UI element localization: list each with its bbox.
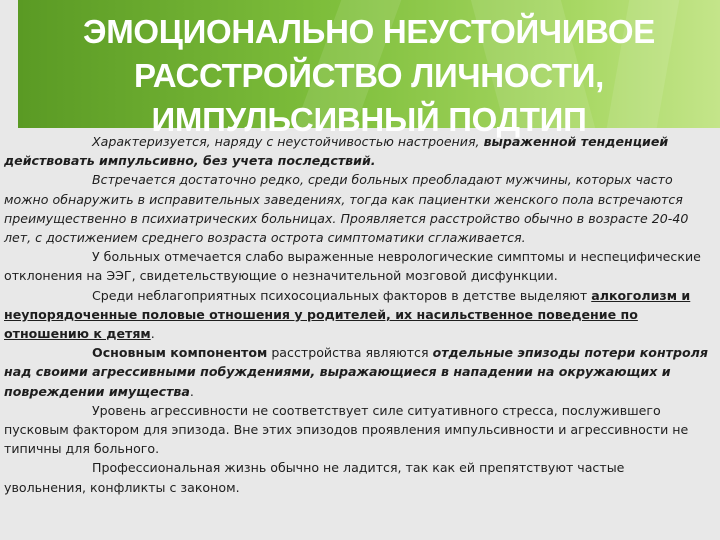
paragraph-1 xyxy=(4,132,710,170)
paragraph-2 xyxy=(4,170,710,247)
p7-text: Профессиональная жизнь обычно не ладится, так как ей препятствуют частые увольнения, конфликты с законом. xyxy=(4,460,625,495)
slide-title xyxy=(18,10,720,142)
p1-lead-text: Характеризуется, наряду с неустойчивостью настроения, xyxy=(92,134,484,149)
p2-text: Встречается достаточно редко, среди больных преобладают мужчины, которых часто можно обнаружить в исправительных заведениях, тогда как пациентки женского пола встречаются преимущественно в психиатрических больницах. Проявляется расстройство обычно в возрасте 20-40 лет, с достижением среднего возраста острота симптоматики сглаживается. xyxy=(4,172,689,246)
p5-emphasis: отдельные эпизоды потери контроля над своими агрессивными побуждениями, выражающиеся в нападении на окружающих и повреждении имущества xyxy=(4,345,708,399)
p6-text: Уровень агрессивности не соответствует силе ситуативного стресса, послужившего пусковым фактором для эпизода. Вне этих эпизодов проявления импульсивности и агрессивности не типичны для больного. xyxy=(4,402,689,457)
p4-lead-text: Среди неблагоприятных психосоциальных факторов в детстве выделяют xyxy=(92,287,592,303)
title-line-1: ЭМОЦИОНАЛЬНО НЕУСТОЙЧИВОЕ xyxy=(83,13,655,50)
p3-text: У больных отмечается слабо выраженные неврологические симптомы и неспецифические отклонения на ЭЭГ, свидетельствующие о незначительной мозговой дисфункции. xyxy=(4,249,701,284)
p5-lead-bold: Основным компонентом xyxy=(92,345,268,361)
p5-end: . xyxy=(189,383,194,399)
title-line-2: РАССТРОЙСТВО ЛИЧНОСТИ, xyxy=(133,57,605,94)
paragraph-5 xyxy=(4,343,710,401)
paragraph-4 xyxy=(4,286,710,344)
p4-emphasis: алкоголизм и неупорядоченные половые отношения у родителей, их насильственное поведение по отношению к детям xyxy=(4,287,691,342)
p4-end: . xyxy=(150,326,155,342)
paragraph-3 xyxy=(4,247,710,285)
paragraph-7 xyxy=(4,458,710,496)
slide-body xyxy=(4,132,710,497)
p5-mid-text: расстройства являются xyxy=(267,345,433,361)
title-line-3: ИМПУЛЬСИВНЫЙ ПОДТИП xyxy=(151,101,587,138)
paragraph-6 xyxy=(4,401,710,459)
p1-emphasis: выраженной тенденцией действовать импульсивно, без учета последствий. xyxy=(4,134,669,169)
